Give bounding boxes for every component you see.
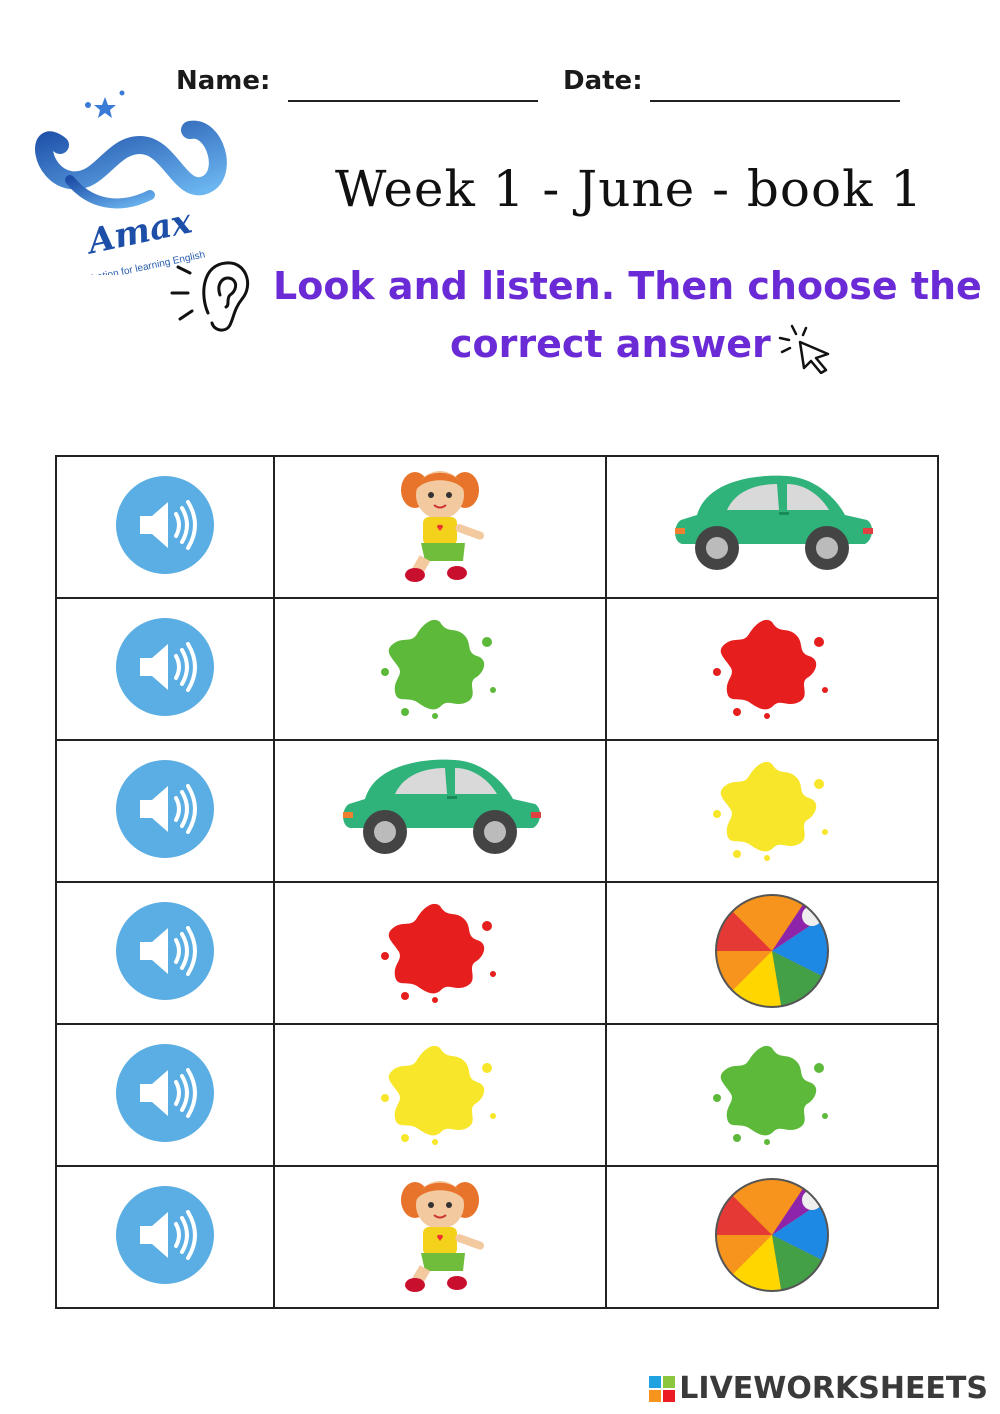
answer-option[interactable] [274,882,606,1024]
speaker-icon[interactable] [116,476,214,574]
instruction-line-2: correct answer [450,322,771,366]
name-label: Name: [176,66,271,96]
answer-option[interactable] [606,740,938,882]
date-field[interactable] [650,100,900,102]
answer-option[interactable] [274,1024,606,1166]
red-splash-icon [707,612,837,727]
ball-icon [712,891,832,1016]
audio-cell [56,1024,274,1166]
name-field[interactable] [288,100,538,102]
answer-option[interactable] [606,882,938,1024]
liveworksheets-icon [649,1376,675,1402]
grid-row [56,882,938,1024]
answer-option[interactable] [274,598,606,740]
liveworksheets-logo [649,1371,988,1406]
speaker-icon[interactable] [116,1186,214,1284]
answer-option[interactable] [274,1166,606,1308]
grid-row [56,456,938,598]
liveworksheets-text: LIVEWORKSHEETS [679,1371,988,1406]
grid-row [56,1166,938,1308]
doll-icon [385,1175,495,1300]
amax-logo [30,85,240,275]
answer-option[interactable] [274,456,606,598]
cursor-click-icon [778,322,838,374]
yellow-splash-icon [375,1038,505,1153]
yellow-splash-icon [707,754,837,869]
car-icon [667,470,877,585]
speaker-icon[interactable] [116,618,214,716]
logo-mark [30,85,240,275]
answer-option[interactable] [606,1166,938,1308]
answer-option[interactable] [606,1024,938,1166]
instruction-line-1: Look and listen. Then choose the [273,264,982,308]
date-label: Date: [563,66,643,96]
grid-row [56,598,938,740]
answer-grid [55,455,939,1309]
speaker-icon[interactable] [116,1044,214,1142]
speaker-icon[interactable] [116,760,214,858]
answer-option[interactable] [274,740,606,882]
red-splash-icon [375,896,505,1011]
audio-cell [56,1166,274,1308]
answer-option[interactable] [606,456,938,598]
green-splash-icon [707,1038,837,1153]
logo-brand-text: Amax [84,201,196,263]
page-title: Week 1 - June - book 1 [335,160,924,218]
answer-option[interactable] [606,598,938,740]
audio-cell [56,598,274,740]
grid-row [56,740,938,882]
green-splash-icon [375,612,505,727]
ear-icon [168,255,258,335]
speaker-icon[interactable] [116,902,214,1000]
audio-cell [56,740,274,882]
ball-icon [712,1175,832,1300]
audio-cell [56,456,274,598]
car-icon [335,754,545,869]
logo-tagline-text: Inspiration for learning English [72,249,207,275]
audio-cell [56,882,274,1024]
doll-icon [385,465,495,590]
grid-row [56,1024,938,1166]
